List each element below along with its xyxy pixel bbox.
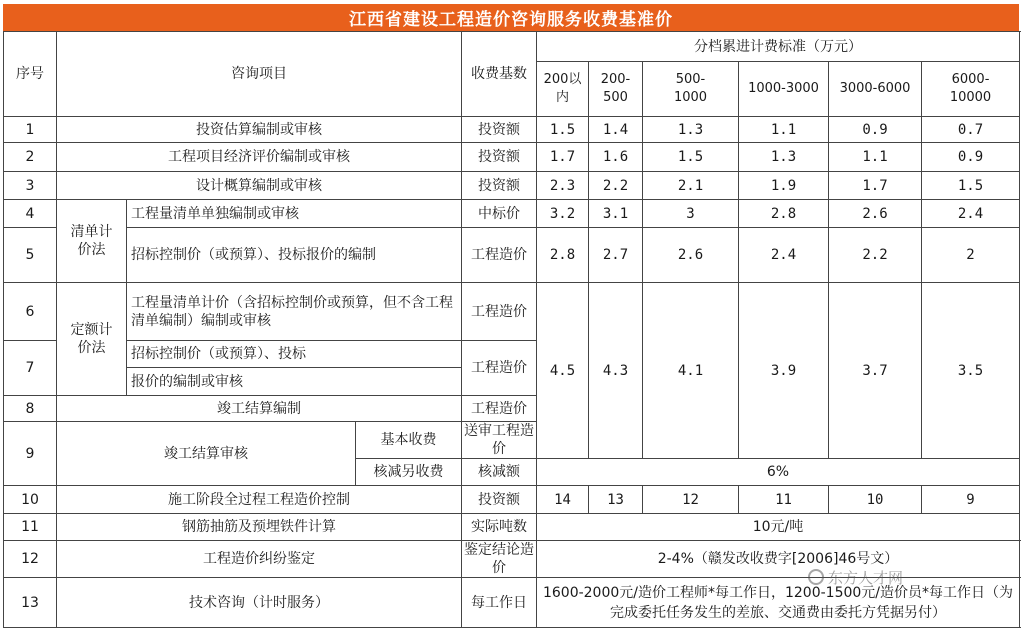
row-item-line-b: 报价的编制或审核 [127, 368, 462, 396]
table-row [4, 514, 1020, 541]
row-basis: 投资额 [462, 143, 537, 172]
row-value: 1.1 [829, 143, 922, 172]
row-basis: 工程造价 [462, 341, 537, 396]
table-row [4, 200, 1020, 228]
group-label-qingdan: 清单计 价法 [57, 200, 127, 283]
table-row [4, 486, 1020, 514]
merged-value: 3.9 [739, 283, 829, 459]
row-item: 技术咨询（计时服务） [57, 578, 462, 628]
row-seq: 5 [4, 228, 57, 283]
row-seq: 4 [4, 200, 57, 228]
row-seq: 2 [4, 143, 57, 172]
table-row [4, 143, 1020, 172]
row-value: 2.4 [739, 228, 829, 283]
row-value: 1.5 [643, 143, 739, 172]
header-seq: 序号 [4, 32, 57, 117]
row-seq: 6 [4, 283, 57, 341]
row-value-merged: 10元/吨 [537, 514, 1020, 541]
row-value: 2.6 [643, 228, 739, 283]
row-value: 0.9 [922, 143, 1020, 172]
row-value: 2.8 [537, 228, 589, 283]
row-value: 2.7 [589, 228, 643, 283]
row-value: 0.7 [922, 117, 1020, 143]
tier-header: 6000- 10000 [922, 62, 1020, 117]
tier-header: 200- 500 [589, 62, 643, 117]
row-item: 招标控制价（或预算）、投标报价的编制 [127, 228, 462, 283]
row-seq: 10 [4, 486, 57, 514]
row-item: 投资估算编制或审核 [57, 117, 462, 143]
merged-value: 3.7 [829, 283, 922, 459]
group-label-dinge: 定额计 价法 [57, 283, 127, 396]
row-value: 2.3 [537, 172, 589, 200]
row-basis: 实际吨数 [462, 514, 537, 541]
row-value: 10 [829, 486, 922, 514]
row-basis: 投资额 [462, 486, 537, 514]
row-value: 2.1 [643, 172, 739, 200]
row-value: 3.2 [537, 200, 589, 228]
row-value: 1.6 [589, 143, 643, 172]
row-subitem: 基本收费 [356, 422, 462, 459]
row-basis: 核减额 [462, 459, 537, 486]
row-value: 13 [589, 486, 643, 514]
row-item: 设计概算编制或审核 [57, 172, 462, 200]
row-seq: 3 [4, 172, 57, 200]
row-value: 1.5 [537, 117, 589, 143]
row-value: 12 [643, 486, 739, 514]
row-basis: 每工作日 [462, 578, 537, 628]
fee-table [3, 31, 1020, 628]
tier-header: 1000-3000 [739, 62, 829, 117]
table-row [4, 228, 1020, 283]
merged-value: 4.3 [589, 283, 643, 459]
tier-header: 500- 1000 [643, 62, 739, 117]
row-seq: 9 [4, 422, 57, 486]
row-value: 2.8 [739, 200, 829, 228]
row-value: 3 [643, 200, 739, 228]
row-seq: 13 [4, 578, 57, 628]
row-value: 2.6 [829, 200, 922, 228]
header-basis: 收费基数 [462, 32, 537, 117]
row-item: 竣工结算审核 [57, 422, 356, 486]
row-seq: 12 [4, 541, 57, 578]
row-seq: 11 [4, 514, 57, 541]
row-basis: 中标价 [462, 200, 537, 228]
row-basis: 投资额 [462, 172, 537, 200]
row-value: 2.2 [589, 172, 643, 200]
watermark-text: 东方人才网 [828, 568, 904, 587]
row-value: 1.7 [537, 143, 589, 172]
row-value-merged: 1600-2000元/造价工程师*每工作日，1200-1500元/造价员*每工作日（为完成委托任务发生的差旅、交通费由委托方凭据另付） [537, 578, 1020, 628]
row-item: 施工阶段全过程工程造价控制 [57, 486, 462, 514]
row-value: 1.3 [739, 143, 829, 172]
row-seq: 7 [4, 341, 57, 396]
table-row [4, 541, 1020, 578]
tier-header: 3000-6000 [829, 62, 922, 117]
row-item: 钢筋抽筋及预埋铁件计算 [57, 514, 462, 541]
tier-header: 200以内 [537, 62, 589, 117]
row-value: 2.2 [829, 228, 922, 283]
table-row [4, 117, 1020, 143]
row-value-merged: 2-4%（赣发改收费字[2006]46号文） [537, 541, 1020, 578]
table-title: 江西省建设工程造价咨询服务收费基准价 [3, 4, 1019, 31]
table-row [4, 578, 1020, 628]
row-subitem: 核减另收费 [356, 459, 462, 486]
row-value: 9 [922, 486, 1020, 514]
table-row [4, 283, 1020, 341]
table-row [4, 172, 1020, 200]
row-value: 0.9 [829, 117, 922, 143]
row-item-line-a: 招标控制价（或预算）、投标 [127, 341, 462, 368]
row-value: 1.4 [589, 117, 643, 143]
merged-value: 3.5 [922, 283, 1020, 459]
row-value: 1.9 [739, 172, 829, 200]
row-item: 竣工结算编制 [57, 396, 462, 422]
row-value: 1.7 [829, 172, 922, 200]
row-seq: 1 [4, 117, 57, 143]
row-basis: 工程造价 [462, 396, 537, 422]
row-item: 工程量清单单独编制或审核 [127, 200, 462, 228]
row-value: 2.4 [922, 200, 1020, 228]
row-basis: 工程造价 [462, 228, 537, 283]
header-tiered: 分档累进计费标准（万元） [537, 32, 1020, 62]
row-value: 1.5 [922, 172, 1020, 200]
row-item: 工程造价纠纷鉴定 [57, 541, 462, 578]
row-basis: 工程造价 [462, 283, 537, 341]
merged-value: 4.5 [537, 283, 589, 459]
header-item: 咨询项目 [57, 32, 462, 117]
row-value: 1.3 [643, 117, 739, 143]
row-item: 工程项目经济评价编制或审核 [57, 143, 462, 172]
header-row-1 [4, 32, 1020, 62]
row-value-merged: 6% [537, 459, 1020, 486]
row-value: 3.1 [589, 200, 643, 228]
row-basis: 投资额 [462, 117, 537, 143]
row-value: 1.1 [739, 117, 829, 143]
row-basis: 鉴定结论造价 [462, 541, 537, 578]
row-seq: 8 [4, 396, 57, 422]
row-basis: 送审工程造价 [462, 422, 537, 459]
row-value: 2 [922, 228, 1020, 283]
row-item: 工程量清单计价（含招标控制价或预算，但不含工程清单编制）编制或审核 [127, 283, 462, 341]
row-value: 14 [537, 486, 589, 514]
merged-value: 4.1 [643, 283, 739, 459]
row-value: 11 [739, 486, 829, 514]
